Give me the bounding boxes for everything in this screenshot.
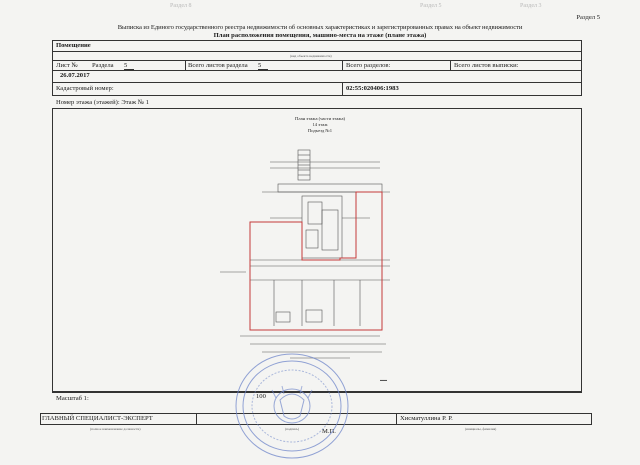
section-label: Раздел 5 (576, 14, 600, 21)
faint-header-mid: Раздел 5 (420, 3, 442, 9)
name-caption: (инициалы, фамилия) (465, 427, 497, 431)
faint-header-left: Раздел 8 (170, 3, 192, 9)
section-number: 5 (124, 62, 134, 70)
total-section-sheets-value: 5 (258, 62, 268, 70)
sheet-number-label: Лист № (56, 62, 78, 69)
official-position: ГЛАВНЫЙ СПЕЦИАЛИСТ-ЭКСПЕРТ (42, 415, 153, 422)
scale-label: Масштаб 1: (56, 395, 89, 402)
official-seal (232, 350, 352, 462)
object-caption: (вид объекта недвижимости) (290, 54, 332, 58)
scale-value: 100 (256, 393, 266, 400)
cadastral-label: Кадастровый номер: (56, 85, 114, 92)
faint-header-right: Раздел 3 (520, 3, 542, 9)
position-caption: (полное наименование должности) (90, 427, 141, 431)
total-sections-label: Всего разделов: (346, 62, 391, 69)
cadastral-number: 02:55:020406:1983 (346, 85, 399, 92)
plan-title-line3: Подъезд №1 (307, 128, 333, 133)
extract-date: 26.07.2017 (60, 72, 90, 79)
header-line2: План расположения помещения, машино-места на этаже (плане этажа) (213, 32, 427, 39)
section-word: Раздела (92, 62, 114, 69)
total-section-sheets-label: Всего листов раздела (188, 62, 248, 69)
stamp-mark: М.П. (322, 428, 336, 435)
floor-plan-drawing (210, 140, 410, 380)
object-type: Помещение (56, 42, 91, 49)
extract-page: Раздел 8 Раздел 5 Раздел 3 Раздел 5 Выписка из Единого государственного реестра недвижимости об основных характеристиках и зарегистрированных правах на объект недвижимости План расположения помещения, машино-места на этаже (плане этажа) Помещение (вид объекта недвижимости) Лист № Раздела 5 Всего листов раздела 5 Всего разделов: Всего листов выписки: 26.07.2017 Кадастровый номер: 02:55:020406:1983 Номер этажа (этажей): Этаж № 1 План этажа (части этажа) 14 этаж Подъезд №1 ▬▬ Масштаб 1: 100 ГЛАВНЫЙ СПЕЦИАЛИСТ-ЭКСПЕРТ Хисматуллина Р. Р. (полное наименование должности) (подпись) (инициалы, фамилия) М.П. (0, 0, 640, 465)
signature-caption: (подпись) (285, 427, 300, 431)
header-line1: Выписка из Единого государственного реестра недвижимости об основных характеристиках и зарегистрированных правах на объект недвижимости (117, 24, 523, 31)
total-extract-sheets-label: Всего листов выписки: (454, 62, 519, 69)
plan-title-line1: План этажа (части этажа) (294, 116, 346, 121)
plan-title (250, 116, 390, 134)
official-name: Хисматуллина Р. Р. (400, 415, 453, 422)
floor-label: Номер этажа (этажей): Этаж № 1 (56, 99, 150, 106)
plan-title-line2: 14 этаж (312, 122, 328, 127)
